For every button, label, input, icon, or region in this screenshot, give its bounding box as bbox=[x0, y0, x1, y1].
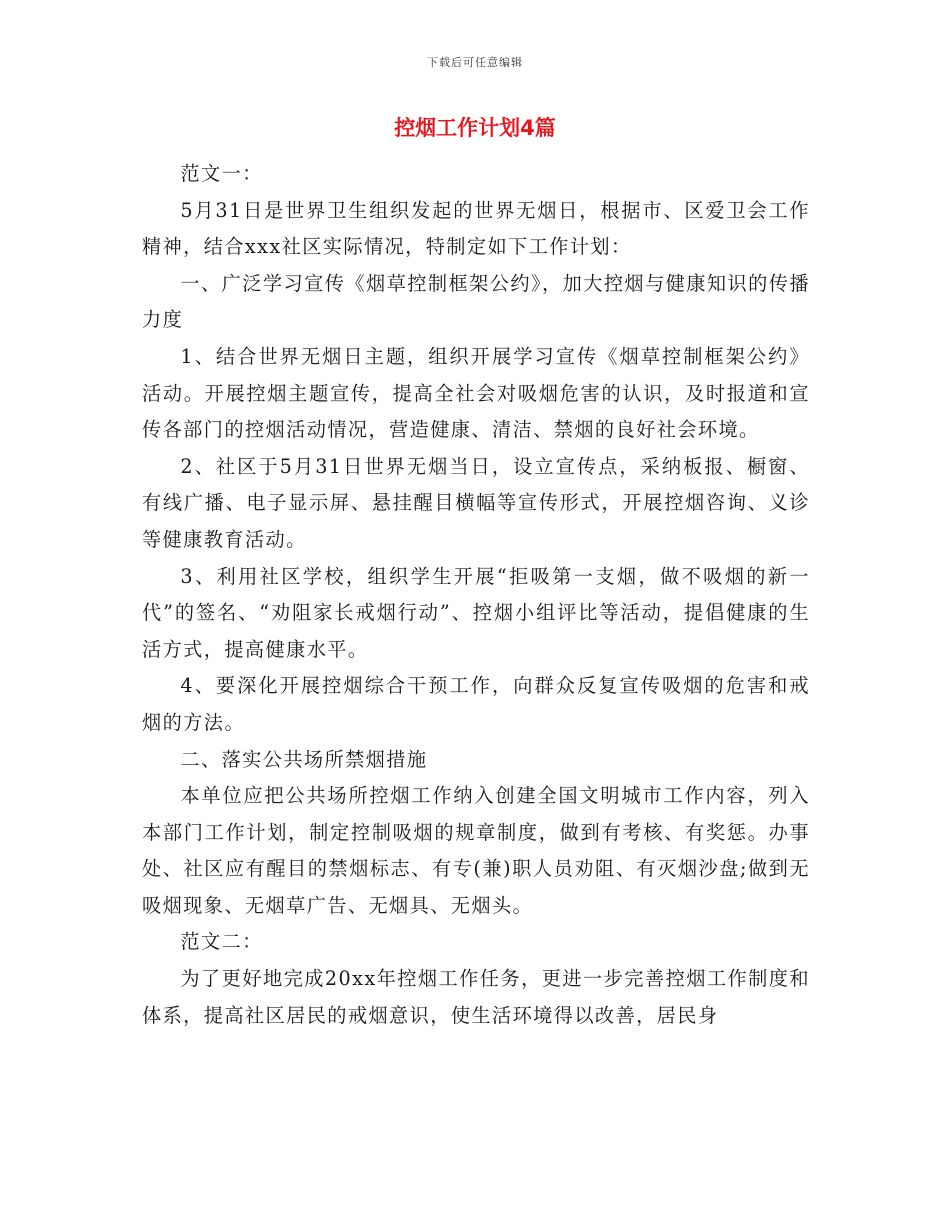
paragraph-sample-two-intro: 为了更好地完成20xx年控烟工作任务，更进一步完善控烟工作制度和体系，提高社区居民的戒烟意识，使生活环境得以改善，居民身 bbox=[142, 967, 810, 1027]
header-note: 下载后可任意编辑 bbox=[427, 56, 523, 69]
section-heading-publicity: 一、广泛学习宣传《烟草控制框架公约》，加大控烟与健康知识的传播力度 bbox=[142, 271, 810, 332]
document-title: 控烟工作计划4篇 bbox=[394, 116, 556, 140]
paragraph-intro: 5月31日是世界卫生组织发起的世界无烟日，根据市、区爱卫会工作精神，结合xxx社区实际情况，特制定如下工作计划： bbox=[142, 198, 810, 259]
paragraph-item-1: 1、结合世界无烟日主题，组织开展学习宣传《烟草控制框架公约》活动。开展控烟主题宣传，提高全社会对吸烟危害的认识，及时报道和宣传各部门的控烟活动情况，营造健康、清洁、禁烟的良好社会环境。 bbox=[142, 344, 810, 442]
paragraph-item-4: 4、要深化开展控烟综合干预工作，向群众反复宣传吸烟的危害和戒烟的方法。 bbox=[142, 674, 810, 734]
paragraph-item-3: 3、利用社区学校，组织学生开展“拒吸第一支烟，做不吸烟的新一代”的签名、“劝阻家长戒烟行动”、控烟小组评比等活动，提倡健康的生活方式，提高健康水平。 bbox=[142, 564, 810, 661]
paragraph-item-2: 2、社区于5月31日世界无烟当日，设立宣传点，采纳板报、橱窗、有线广播、电子显示屏、悬挂醒目横幅等宣传形式，开展控烟咨询、义诊等健康教育活动。 bbox=[142, 454, 810, 551]
section-heading-sample-one: 范文一： bbox=[180, 162, 263, 185]
section-heading-sample-two: 范文二： bbox=[180, 930, 263, 954]
section-heading-public-places: 二、落实公共场所禁烟措施 bbox=[180, 747, 428, 771]
paragraph-public-places: 本单位应把公共场所控烟工作纳入创建全国文明城市工作内容，列入本部门工作计划，制定控制吸烟的规章制度，做到有考核、有奖惩。办事处、社区应有醒目的禁烟标志、有专(兼)职人员劝阻、有灭烟沙盘;做到无吸烟现象、无烟草广告、无烟具、无烟头。 bbox=[142, 784, 810, 917]
document-body bbox=[142, 156, 810, 1034]
